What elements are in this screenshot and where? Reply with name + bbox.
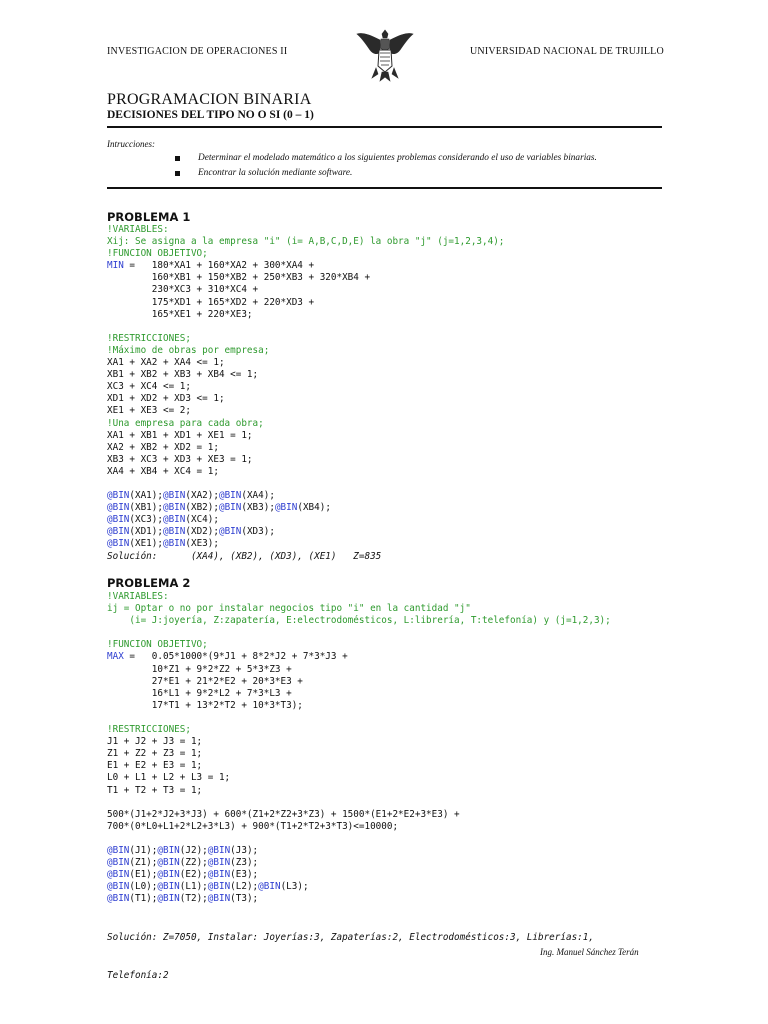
- bin-keyword: @BIN: [162, 538, 186, 550]
- bin-keyword: @BIN: [157, 869, 180, 881]
- bin-keyword: @BIN: [107, 844, 130, 856]
- eagle-crest-icon: [354, 24, 416, 84]
- code-line: XB1 + XB2 + XB3 + XB4 <= 1;: [107, 369, 259, 381]
- header-course: INVESTIGACION DE OPERACIONES II: [107, 46, 288, 57]
- code-line: !VARIABLES:: [107, 591, 169, 602]
- bin-keyword: @BIN: [258, 881, 281, 893]
- bullet-icon: [175, 171, 180, 176]
- problem1-solution: Solución: (XA4), (XB2), (XD3), (XE1) Z=835: [107, 551, 382, 562]
- code-line: 175*XD1 + 165*XD2 + 220*XD3 +: [107, 296, 315, 308]
- code-line: 160*XB1 + 150*XB2 + 250*XB3 + 320*XB4 +: [107, 272, 371, 284]
- keyword: MIN: [107, 260, 124, 272]
- bin-keyword: @BIN: [207, 857, 231, 869]
- code-line: E1 + E2 + E3 = 1;: [107, 760, 203, 772]
- problem2-code: [107, 591, 611, 905]
- code-line: !FUNCION OBJETIVO;: [107, 248, 208, 260]
- bin-keyword: @BIN: [107, 502, 130, 514]
- bin-keyword: @BIN: [218, 490, 242, 502]
- bin-keyword: @BIN: [162, 526, 186, 538]
- code-line: 500*(J1+2*J2+3*J3) + 600*(Z1+2*Z2+3*Z3) + 1500*(E1+2*E2+3*E3) +: [107, 808, 460, 820]
- bin-keyword: @BIN: [207, 893, 231, 905]
- code-line: XA4 + XB4 + XC4 = 1;: [107, 465, 219, 477]
- problem2-solution: [107, 907, 594, 1007]
- code-line: MIN = 180*XA1 + 160*XA2 + 300*XA4 +: [107, 260, 315, 272]
- bin-keyword: @BIN: [157, 881, 180, 893]
- divider: [107, 187, 662, 189]
- code-line: !FUNCION OBJETIVO;: [107, 639, 208, 651]
- code-line: ij = Optar o no por instalar negocios tipo "i" en la cantidad "j": [107, 603, 471, 615]
- solution-line: Solución: Z=7050, Instalar: Joyerías:3, Zapaterías:2, Electrodomésticos:3, Librerías:1,: [107, 932, 594, 943]
- problem1-title: PROBLEMA 1: [107, 210, 191, 224]
- code-line: @BIN(T1);@BIN(T2);@BIN(T3);: [107, 893, 259, 905]
- code-line: T1 + T2 + T3 = 1;: [107, 784, 203, 796]
- code-line: [107, 478, 504, 490]
- code-line: @BIN(L0);@BIN(L1);@BIN(L2);@BIN(L3);: [107, 881, 309, 893]
- bin-keyword: @BIN: [107, 893, 130, 905]
- bin-keyword: @BIN: [107, 857, 130, 869]
- bin-keyword: @BIN: [107, 490, 130, 502]
- instruction-item: Determinar el modelado matemático a los siguientes problemas considerando el uso de variables binarias.: [175, 153, 597, 168]
- divider: [107, 126, 662, 128]
- bin-keyword: @BIN: [107, 881, 130, 893]
- problem2-title: PROBLEMA 2: [107, 576, 191, 590]
- bin-keyword: @BIN: [157, 857, 180, 869]
- code-line: !RESTRICCIONES;: [107, 332, 191, 344]
- code-line: [107, 321, 504, 333]
- code-line: Z1 + Z2 + Z3 = 1;: [107, 748, 203, 760]
- code-line: XB3 + XC3 + XD3 + XE3 = 1;: [107, 453, 253, 465]
- bin-keyword: @BIN: [218, 502, 242, 514]
- bin-keyword: @BIN: [218, 526, 242, 538]
- bin-keyword: @BIN: [107, 538, 130, 550]
- code-line: 16*L1 + 9*2*L2 + 7*3*L3 +: [107, 687, 292, 699]
- code-line: [107, 627, 611, 639]
- code-line: J1 + J2 + J3 = 1;: [107, 736, 203, 748]
- code-line: 27*E1 + 21*2*E2 + 20*3*E3 +: [107, 675, 303, 687]
- code-line: [107, 797, 611, 809]
- code-line: [107, 712, 611, 724]
- code-line: XA2 + XB2 + XD2 = 1;: [107, 441, 219, 453]
- bin-keyword: @BIN: [207, 844, 231, 856]
- header-university: UNIVERSIDAD NACIONAL DE TRUJILLO: [470, 46, 664, 57]
- code-line: [107, 833, 611, 845]
- code-line: @BIN(XC3);@BIN(XC4);: [107, 514, 219, 526]
- code-line: @BIN(E1);@BIN(E2);@BIN(E3);: [107, 869, 259, 881]
- instruction-item: Encontrar la solución mediante software.: [175, 168, 597, 183]
- keyword: MAX: [107, 651, 124, 663]
- code-line: @BIN(XE1);@BIN(XE3);: [107, 538, 219, 550]
- code-line: !RESTRICCIONES;: [107, 724, 191, 736]
- bin-keyword: @BIN: [157, 893, 180, 905]
- code-line: 165*XE1 + 220*XE3;: [107, 308, 253, 320]
- code-line: (i= J:joyería, Z:zapatería, E:electrodomésticos, L:librería, T:telefonía) y (j=1,2,3);: [107, 615, 611, 627]
- solution-line: Telefonía:2: [107, 969, 169, 981]
- bin-keyword: @BIN: [207, 881, 231, 893]
- bin-keyword: @BIN: [107, 514, 130, 526]
- problem1-code: [107, 224, 504, 551]
- code-line: 700*(0*L0+L1+2*L2+3*L3) + 900*(T1+2*T2+3*T3)<=10000;: [107, 820, 399, 832]
- code-line: !VARIABLES:: [107, 224, 169, 235]
- code-line: XC3 + XC4 <= 1;: [107, 381, 191, 393]
- bullet-icon: [175, 156, 180, 161]
- code-line: XD1 + XD2 + XD3 <= 1;: [107, 393, 225, 405]
- bin-keyword: @BIN: [157, 844, 180, 856]
- author-signature: Ing. Manuel Sánchez Terán: [540, 947, 639, 957]
- code-line: 17*T1 + 13*2*T2 + 10*3*T3);: [107, 699, 303, 711]
- code-line: @BIN(XA1);@BIN(XA2);@BIN(XA4);: [107, 490, 275, 502]
- bin-keyword: @BIN: [162, 514, 186, 526]
- code-line: @BIN(Z1);@BIN(Z2);@BIN(Z3);: [107, 857, 259, 869]
- code-line: XA1 + XA2 + XA4 <= 1;: [107, 357, 225, 369]
- code-line: L0 + L1 + L2 + L3 = 1;: [107, 772, 231, 784]
- code-line: !Una empresa para cada obra;: [107, 417, 264, 429]
- code-line: Xij: Se asigna a la empresa "i" (i= A,B,C,D,E) la obra "j" (j=1,2,3,4);: [107, 236, 505, 248]
- code-line: @BIN(XB1);@BIN(XB2);@BIN(XB3);@BIN(XB4);: [107, 502, 331, 514]
- instructions-label: Intrucciones:: [107, 139, 155, 149]
- code-line: !Máximo de obras por empresa;: [107, 344, 270, 356]
- code-line: 230*XC3 + 310*XC4 +: [107, 284, 259, 296]
- code-line: XA1 + XB1 + XD1 + XE1 = 1;: [107, 429, 253, 441]
- bin-keyword: @BIN: [274, 502, 298, 514]
- bin-keyword: @BIN: [207, 869, 231, 881]
- code-line: @BIN(XD1);@BIN(XD2);@BIN(XD3);: [107, 526, 275, 538]
- bin-keyword: @BIN: [162, 502, 186, 514]
- instructions-list: [175, 153, 597, 183]
- bin-keyword: @BIN: [162, 490, 186, 502]
- code-line: 10*Z1 + 9*2*Z2 + 5*3*Z3 +: [107, 663, 292, 675]
- bin-keyword: @BIN: [107, 526, 130, 538]
- bin-keyword: @BIN: [107, 869, 130, 881]
- code-line: MAX = 0.05*1000*(9*J1 + 8*2*J2 + 7*3*J3 +: [107, 651, 348, 663]
- code-line: @BIN(J1);@BIN(J2);@BIN(J3);: [107, 844, 259, 856]
- page-title: PROGRAMACION BINARIA: [107, 91, 312, 108]
- page-subtitle: DECISIONES DEL TIPO NO O SI (0 – 1): [107, 109, 314, 121]
- code-line: XE1 + XE3 <= 2;: [107, 405, 191, 417]
